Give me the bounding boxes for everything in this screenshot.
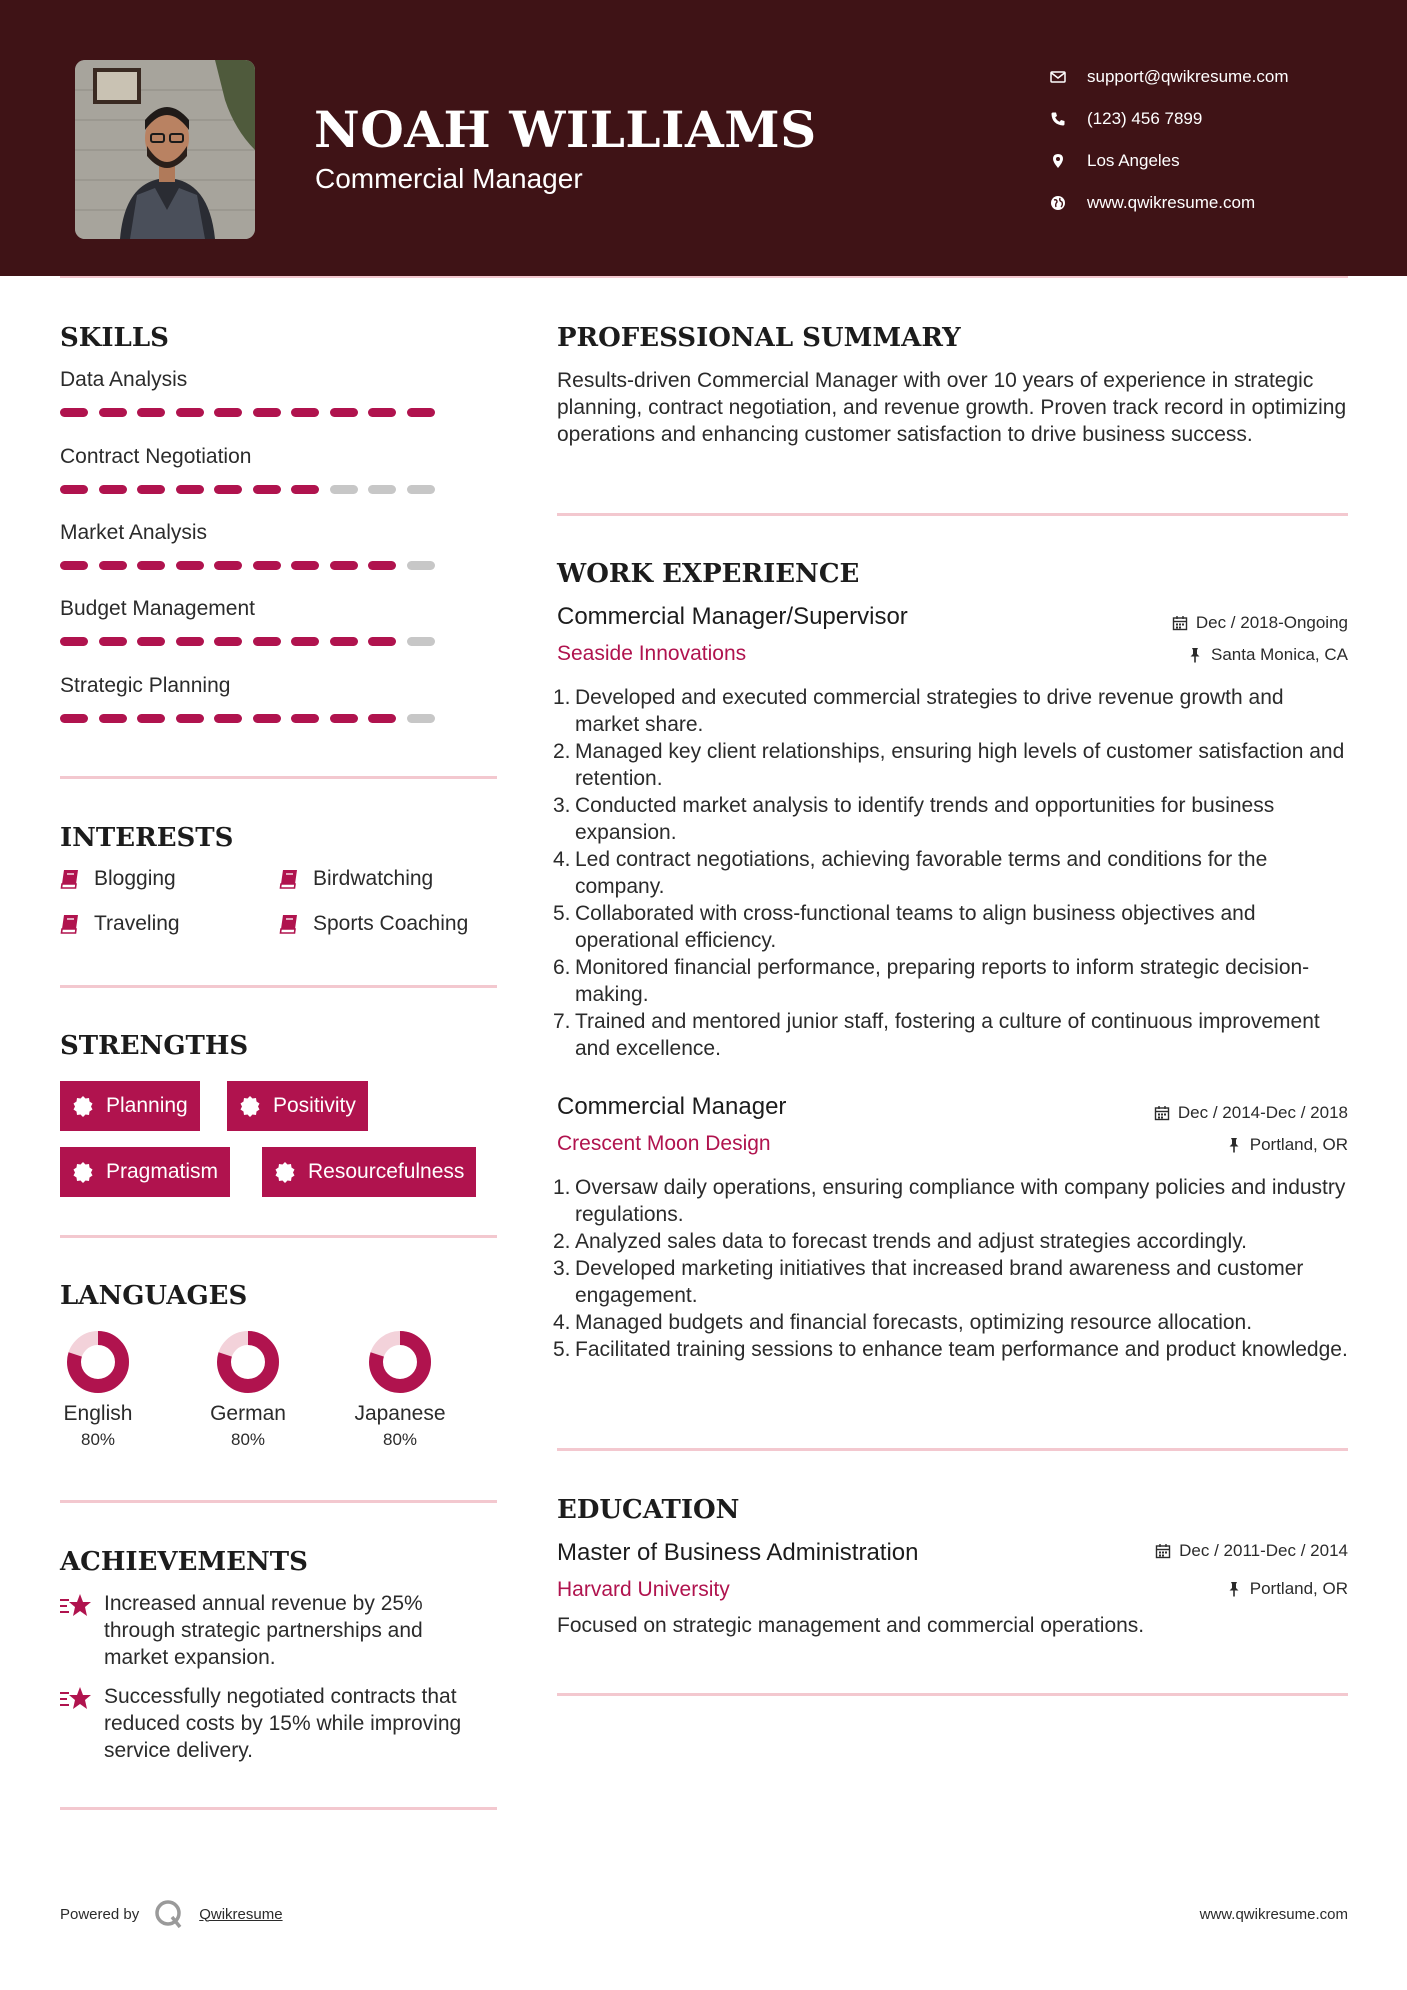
list-number: 3. [553, 794, 571, 817]
section-divider [60, 1807, 497, 1810]
globe-icon [1049, 194, 1067, 212]
list-item [553, 684, 1353, 738]
school-name: Harvard University [557, 1578, 730, 1601]
qwikresume-link[interactable]: Qwikresume [199, 1905, 283, 1923]
skill-name: Data Analysis [60, 368, 188, 391]
list-number: 6. [553, 956, 571, 979]
book-icon [279, 913, 299, 935]
contact-website-text: www.qwikresume.com [1087, 193, 1256, 212]
strength-label: Positivity [273, 1094, 356, 1117]
summary-title: PROFESSIONAL SUMMARY [557, 323, 961, 353]
language-item [340, 1330, 460, 1450]
skill-dot-filled [330, 637, 358, 646]
map-pin-icon [1049, 152, 1067, 170]
section-divider [60, 776, 497, 779]
interest-item [279, 867, 433, 891]
interests-title: INTERESTS [60, 823, 234, 853]
contact-phone-text: (123) 456 7899 [1087, 109, 1203, 128]
star-badge-icon [60, 1592, 92, 1620]
language-percent: 80% [230, 1430, 266, 1449]
skill-rating [60, 714, 440, 723]
skill-dot-filled [176, 637, 204, 646]
skill-dot-filled [60, 408, 88, 417]
skill-dot-filled [368, 714, 396, 723]
section-divider [557, 1448, 1348, 1451]
list-item [553, 738, 1353, 792]
list-number: 4. [553, 1311, 571, 1334]
skill-dot-filled [137, 408, 165, 417]
skill-rating [60, 561, 440, 570]
skill-item [60, 521, 460, 545]
list-item [553, 792, 1353, 846]
footer-url[interactable]: www.qwikresume.com [1199, 1906, 1348, 1923]
skill-dot-filled [214, 408, 242, 417]
contact-website[interactable] [1049, 182, 1369, 224]
list-item-text: Analyzed sales data to forecast trends and adjust strategies accordingly. [575, 1230, 1247, 1253]
badge-check-icon [274, 1161, 296, 1183]
education-location-text: Portland, OR [1249, 1579, 1348, 1598]
company-name: Seaside Innovations [557, 642, 747, 665]
education-location [1226, 1579, 1348, 1599]
job-location-text: Portland, OR [1249, 1135, 1348, 1154]
list-number: 5. [553, 1338, 571, 1361]
degree-title: Master of Business Administration [557, 1539, 919, 1566]
section-divider [60, 1500, 497, 1503]
book-icon [279, 868, 299, 890]
section-divider [60, 1235, 497, 1238]
profile-photo [75, 60, 255, 239]
skill-dot-filled [330, 714, 358, 723]
section-divider [557, 1693, 1348, 1696]
skill-dot-empty [407, 561, 435, 570]
list-item-text: Led contract negotiations, achieving favorable terms and conditions for the company. [575, 848, 1268, 898]
skill-dot-filled [291, 485, 319, 494]
skill-dot-filled [176, 485, 204, 494]
strength-badge [262, 1147, 476, 1197]
badge-check-icon [72, 1161, 94, 1183]
skill-dot-filled [99, 485, 127, 494]
star-badge-icon [60, 1685, 92, 1713]
profile-photo-illustration [75, 60, 255, 239]
skill-dot-filled [253, 485, 281, 494]
skill-dot-empty [368, 485, 396, 494]
skill-dot-filled [291, 561, 319, 570]
achievement-item [60, 1590, 480, 1671]
qwikresume-logo-icon [153, 1898, 185, 1930]
company-name: Crescent Moon Design [557, 1132, 771, 1155]
skill-dot-filled [253, 408, 281, 417]
skill-dot-filled [214, 637, 242, 646]
contact-location [1049, 140, 1369, 182]
list-item-text: Developed marketing initiatives that increased brand awareness and customer engagement. [575, 1257, 1304, 1307]
interest-label: Traveling [94, 912, 180, 935]
strength-label: Resourcefulness [308, 1160, 465, 1183]
resume-header [0, 0, 1407, 276]
skill-dot-filled [60, 561, 88, 570]
skill-dot-filled [137, 714, 165, 723]
skill-dot-filled [137, 485, 165, 494]
badge-check-icon [72, 1095, 94, 1117]
candidate-role: Commercial Manager [315, 163, 583, 194]
skill-dot-filled [176, 561, 204, 570]
job-dates [1172, 613, 1348, 633]
list-number: 4. [553, 848, 571, 871]
job-dates-text: Dec / 2014-Dec / 2018 [1177, 1103, 1348, 1122]
interest-label: Blogging [94, 867, 176, 890]
strengths-title: STRENGTHS [60, 1031, 249, 1061]
skill-dot-filled [60, 714, 88, 723]
skill-dot-empty [407, 637, 435, 646]
language-name: English [63, 1402, 133, 1425]
list-number: 2. [553, 1230, 571, 1253]
skill-dot-filled [99, 637, 127, 646]
list-item [553, 954, 1353, 1008]
strength-badge [227, 1081, 368, 1131]
list-number: 7. [553, 1010, 571, 1033]
section-divider [60, 985, 497, 988]
skill-dot-filled [407, 408, 435, 417]
list-item-text: Oversaw daily operations, ensuring compliance with company policies and industry regulations. [575, 1176, 1346, 1226]
contact-email-text: support@qwikresume.com [1087, 67, 1289, 86]
skill-dot-filled [60, 637, 88, 646]
achievement-item [60, 1683, 480, 1764]
language-progress-ring [66, 1330, 130, 1394]
interest-item [279, 912, 468, 936]
language-name: German [210, 1402, 286, 1425]
skill-dot-filled [368, 408, 396, 417]
skill-dot-filled [368, 561, 396, 570]
envelope-icon [1049, 68, 1067, 86]
skill-dot-filled [253, 561, 281, 570]
skill-rating [60, 485, 440, 494]
skill-item [60, 597, 460, 621]
skill-dot-filled [214, 561, 242, 570]
list-item [553, 1336, 1353, 1363]
skill-dot-empty [407, 714, 435, 723]
skill-dot-filled [291, 408, 319, 417]
job-title: Commercial Manager/Supervisor [557, 603, 908, 630]
badge-check-icon [239, 1095, 261, 1117]
skill-item [60, 445, 460, 469]
interest-label: Birdwatching [313, 867, 434, 890]
section-divider [557, 513, 1348, 516]
list-item [553, 1309, 1353, 1336]
skill-dot-filled [99, 408, 127, 417]
calendar-icon [1172, 615, 1188, 631]
candidate-name: NOAH WILLIAMS [314, 100, 817, 159]
strength-label: Pragmatism [106, 1160, 219, 1183]
education-description: Focused on strategic management and commercial operations. [557, 1614, 1145, 1637]
skill-dot-filled [176, 408, 204, 417]
strength-badge [60, 1147, 230, 1197]
skill-name: Budget Management [60, 597, 255, 620]
language-progress-ring [216, 1330, 280, 1394]
interest-item [60, 912, 180, 936]
skill-item [60, 368, 460, 392]
experience-title: WORK EXPERIENCE [557, 559, 860, 589]
list-item-text: Managed budgets and financial forecasts, optimizing resource allocation. [575, 1311, 1253, 1334]
skill-dot-filled [253, 637, 281, 646]
job-dates-text: Dec / 2018-Ongoing [1195, 613, 1348, 632]
skill-dot-filled [214, 485, 242, 494]
job-location-text: Santa Monica, CA [1210, 645, 1348, 664]
skill-dot-filled [291, 714, 319, 723]
skill-dot-filled [330, 561, 358, 570]
education-title: EDUCATION [557, 1495, 740, 1525]
list-item [553, 900, 1353, 954]
skill-name: Market Analysis [60, 521, 208, 544]
language-item [188, 1330, 308, 1450]
skill-dot-filled [330, 408, 358, 417]
strength-label: Planning [106, 1094, 188, 1117]
achievement-text: Successfully negotiated contracts that reduced costs by 15% while improving service delivery. [104, 1685, 462, 1762]
education-dates [1155, 1541, 1348, 1561]
skill-dot-empty [330, 485, 358, 494]
list-number: 3. [553, 1257, 571, 1280]
contact-phone[interactable] [1049, 98, 1369, 140]
skill-rating [60, 637, 440, 646]
list-item-text: Managed key client relationships, ensuring high levels of customer satisfaction and retention. [575, 740, 1345, 790]
education-dates-text: Dec / 2011-Dec / 2014 [1179, 1541, 1348, 1560]
list-number: 1. [553, 686, 571, 709]
list-item-text: Collaborated with cross-functional teams to align business objectives and operational efficiency. [575, 902, 1256, 952]
skill-rating [60, 408, 440, 417]
calendar-icon [1154, 1105, 1170, 1121]
interest-item [60, 867, 176, 891]
book-icon [60, 868, 80, 890]
skill-dot-filled [253, 714, 281, 723]
achievement-text: Increased annual revenue by 25% through strategic partnerships and market expansion. [104, 1592, 423, 1669]
job-responsibilities [553, 1174, 1353, 1363]
language-percent: 80% [382, 1430, 418, 1449]
job-location [1187, 645, 1348, 665]
job-title: Commercial Manager [557, 1093, 787, 1120]
calendar-icon [1155, 1543, 1171, 1559]
list-item [553, 1228, 1353, 1255]
job-dates [1154, 1103, 1348, 1123]
list-item [553, 1255, 1353, 1309]
footer-branding [60, 1898, 283, 1930]
interest-label: Sports Coaching [313, 912, 469, 935]
skill-dot-filled [99, 561, 127, 570]
language-item [38, 1330, 158, 1450]
list-number: 2. [553, 740, 571, 763]
skill-item [60, 674, 460, 698]
list-item-text: Developed and executed commercial strategies to drive revenue growth and market share. [575, 686, 1284, 736]
list-item [553, 1174, 1353, 1228]
skill-dot-filled [60, 485, 88, 494]
skill-dot-filled [291, 637, 319, 646]
achievements-title: ACHIEVEMENTS [60, 1547, 308, 1577]
contact-location-text: Los Angeles [1087, 151, 1180, 170]
contact-email[interactable] [1049, 56, 1369, 98]
skill-dot-filled [137, 561, 165, 570]
skill-dot-filled [368, 637, 396, 646]
pushpin-icon [1226, 1137, 1242, 1153]
skill-dot-filled [214, 714, 242, 723]
list-number: 5. [553, 902, 571, 925]
list-item-text: Conducted market analysis to identify trends and opportunities for business expansion. [575, 794, 1275, 844]
list-item-text: Monitored financial performance, preparing reports to inform strategic decision-making. [575, 956, 1310, 1006]
list-item-text: Trained and mentored junior staff, fostering a culture of continuous improvement and excellence. [575, 1010, 1320, 1060]
skill-name: Strategic Planning [60, 674, 231, 697]
language-percent: 80% [80, 1430, 116, 1449]
skill-name: Contract Negotiation [60, 445, 252, 468]
list-item [553, 1008, 1353, 1062]
language-progress-ring [368, 1330, 432, 1394]
header-divider [60, 276, 1348, 278]
summary-text: Results-driven Commercial Manager with over 10 years of experience in strategic planning, contract negotiation, and revenue growth. Proven track record in optimizing operations and enhancing customer satisfaction to drive business success. [557, 369, 1347, 446]
list-number: 1. [553, 1176, 571, 1199]
list-item [553, 846, 1353, 900]
skill-dot-filled [137, 637, 165, 646]
contact-list [1049, 56, 1369, 224]
skill-dot-empty [407, 485, 435, 494]
strength-badge [60, 1081, 200, 1131]
pushpin-icon [1187, 647, 1203, 663]
list-item-text: Facilitated training sessions to enhance team performance and product knowledge. [575, 1338, 1348, 1361]
powered-by-label: Powered by [60, 1905, 140, 1923]
job-responsibilities [553, 684, 1353, 1062]
phone-icon [1049, 110, 1067, 128]
pushpin-icon [1226, 1581, 1242, 1597]
skill-dot-filled [176, 714, 204, 723]
job-location [1226, 1135, 1348, 1155]
language-name: Japanese [354, 1402, 446, 1425]
book-icon [60, 913, 80, 935]
skill-dot-filled [99, 714, 127, 723]
languages-title: LANGUAGES [60, 1281, 248, 1311]
skills-title: SKILLS [60, 323, 169, 353]
